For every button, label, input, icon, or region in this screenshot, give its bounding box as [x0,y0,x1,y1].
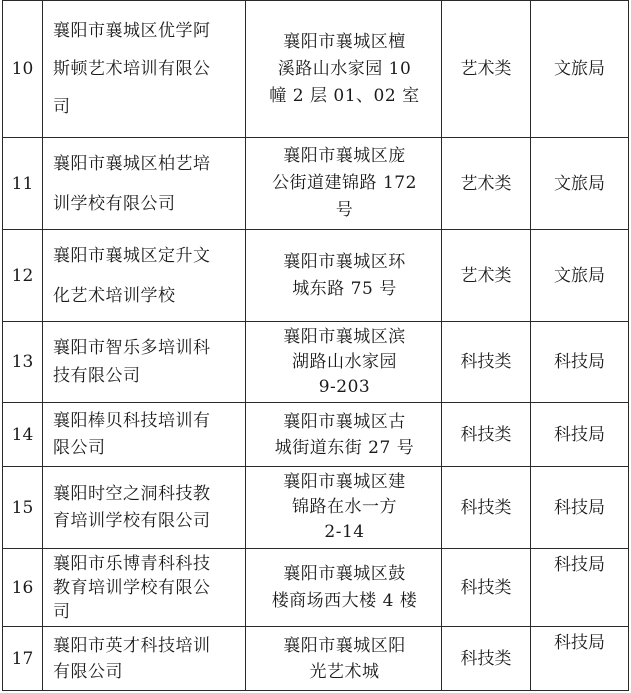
institution-name: 襄阳市襄城区优学阿 斯顿艺术培训有限公 司 [43,1,246,138]
department: 科技局 [531,403,629,467]
institution-table [2,0,629,691]
category: 艺术类 [442,138,531,230]
row-number: 14 [3,403,43,467]
institution-name: 襄阳市英才科技培训 有限公司 [43,627,246,691]
institution-name: 襄阳棒贝科技培训有 限公司 [43,403,246,467]
institution-address: 襄阳市襄城区檀 溪路山水家园 10 幢 2 层 01、02 室 [246,1,442,138]
institution-address: 襄阳市襄城区庞 公街道建锦路 172 号 [246,138,442,230]
row-number: 11 [3,138,43,230]
institution-name: 襄阳市襄城区柏艺培 训学校有限公司 [43,138,246,230]
department: 科技局 [531,467,629,549]
row-number: 17 [3,627,43,691]
institution-name: 襄阳市襄城区定升文 化艺术培训学校 [43,230,246,322]
institution-name: 襄阳市乐博青科科技 教育培训学校有限公 司 [43,549,246,627]
table-row [3,403,629,467]
row-number: 15 [3,467,43,549]
category: 科技类 [442,467,531,549]
department: 科技局 [531,549,629,627]
row-number: 13 [3,322,43,403]
institution-address: 襄阳市襄城区环 城东路 75 号 [246,230,442,322]
row-number: 16 [3,549,43,627]
table-row [3,138,629,230]
institution-address: 襄阳市襄城区古 城街道东街 27 号 [246,403,442,467]
category: 科技类 [442,322,531,403]
institution-name: 襄阳市智乐多培训科 技有限公司 [43,322,246,403]
table-row [3,467,629,549]
category: 科技类 [442,549,531,627]
category: 科技类 [442,403,531,467]
row-number: 12 [3,230,43,322]
institution-address: 襄阳市襄城区建 锦路在水一方 2-14 [246,467,442,549]
department: 文旅局 [531,138,629,230]
institution-name: 襄阳时空之洞科技教 育培训学校有限公司 [43,467,246,549]
table-row [3,627,629,691]
table-row [3,322,629,403]
department: 科技局 [531,627,629,691]
category: 科技类 [442,627,531,691]
category: 艺术类 [442,1,531,138]
category: 艺术类 [442,230,531,322]
department: 文旅局 [531,1,629,138]
row-number: 10 [3,1,43,138]
table-row [3,549,629,627]
institution-address: 襄阳市襄城区滨 湖路山水家园 9-203 [246,322,442,403]
institution-address: 襄阳市襄城区鼓 楼商场西大楼 4 楼 [246,549,442,627]
institution-address: 襄阳市襄城区阳 光艺术城 [246,627,442,691]
department: 科技局 [531,322,629,403]
table-row [3,1,629,138]
table-row [3,230,629,322]
department: 文旅局 [531,230,629,322]
